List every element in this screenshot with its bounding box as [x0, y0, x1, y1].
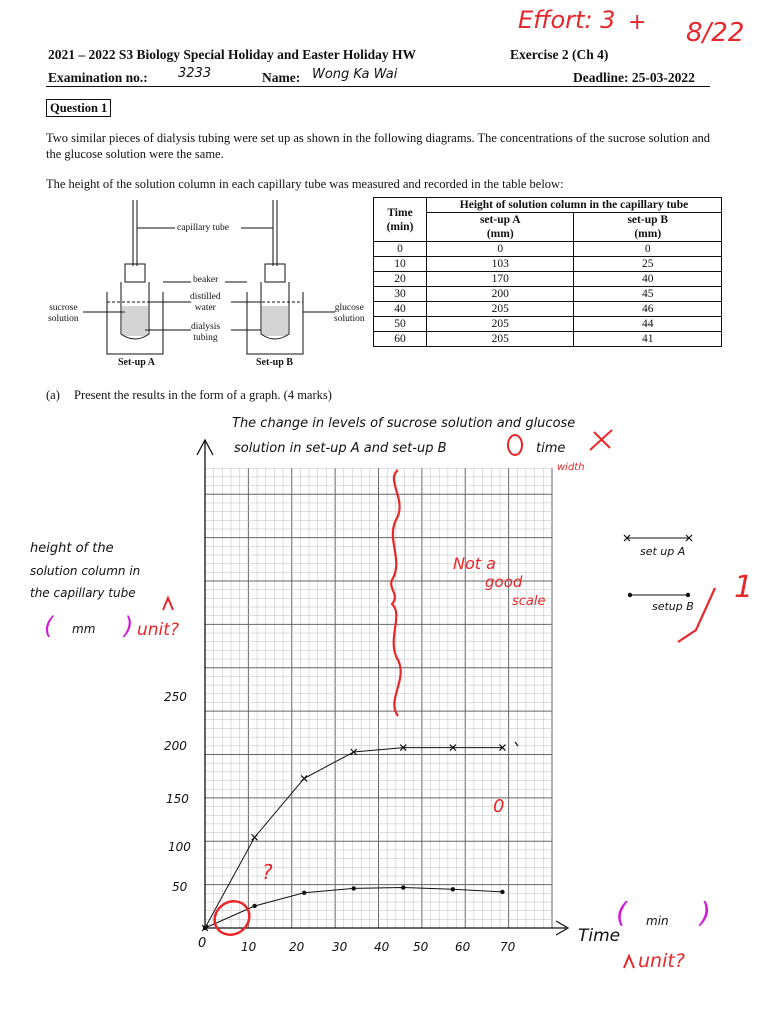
graph-paper-grid	[205, 468, 552, 928]
table-cell: 205	[427, 317, 574, 332]
label-sucrose-2: solution	[48, 314, 79, 324]
data-point-b	[451, 887, 455, 891]
title-circle	[508, 435, 522, 455]
scale-comment-3: scale	[512, 594, 546, 609]
series-line-a	[205, 748, 505, 928]
table-cell: 40	[574, 272, 722, 287]
x-unit-open: (	[616, 896, 627, 929]
y-label-1: height of the	[30, 541, 114, 556]
data-point-b	[500, 890, 504, 894]
y-unit-caret	[163, 598, 173, 610]
table-cell: 45	[574, 287, 722, 302]
table-cell: 205	[427, 332, 574, 347]
question-mark: ?	[262, 860, 273, 884]
label-setup-a: Set-up A	[118, 357, 155, 368]
question-title: Question 1	[46, 99, 111, 117]
data-point-a	[252, 834, 258, 840]
x-unit: min	[646, 914, 669, 928]
question-paragraph-1: Two similar pieces of dialysis tubing were set up as shown in the following diagrams. The concentrations of the sucrose solution and the glucose solution were the same.	[46, 131, 711, 161]
label-dialysis-2: tubing	[193, 333, 218, 343]
y-tick-150: 150	[166, 792, 189, 806]
deadline: Deadline: 25-03-2022	[573, 70, 695, 85]
x-tick-30: 30	[332, 940, 348, 954]
part-a-letter: (a)	[46, 388, 60, 402]
y-label-2: solution column in	[30, 564, 141, 578]
label-sucrose-1: sucrose	[49, 303, 78, 313]
label-distilled-1: distilled	[190, 292, 221, 302]
table-cell: 40	[374, 302, 427, 317]
table-cell: 0	[574, 242, 722, 257]
data-point-b	[252, 904, 256, 908]
scale-comment-1: Not a	[453, 554, 496, 573]
th-time-1: Time	[387, 206, 413, 219]
label-capillary: capillary tube	[177, 223, 229, 233]
th-time-2: (min)	[386, 220, 414, 233]
label-dialysis-1: dialysis	[191, 322, 221, 332]
graph-title-2: solution in set-up A and set-up B	[234, 441, 447, 456]
table-cell: 10	[374, 257, 427, 272]
y-tick-250: 250	[164, 690, 187, 704]
th-setup-b-1: set-up B	[627, 214, 669, 226]
x-tick-50: 50	[413, 940, 429, 954]
y-tick-50: 50	[172, 880, 188, 894]
part-a-text: Present the results in the form of a graph. (4 marks)	[74, 388, 332, 402]
th-setup-a-1: set-up A	[479, 214, 521, 226]
label-glucose-2: solution	[334, 314, 365, 324]
y-tick-200: 200	[164, 739, 187, 753]
table-cell: 44	[574, 317, 722, 332]
graph-title-3: time	[536, 441, 566, 456]
effort-mark: Effort: 3	[518, 6, 616, 34]
name-value: Wong Ka Wai	[312, 67, 398, 82]
table-cell: 20	[374, 272, 427, 287]
x-tick-40: 40	[374, 940, 390, 954]
th-setup-b-2: (mm)	[634, 228, 662, 240]
table-cell: 41	[574, 332, 722, 347]
x-unit-caret	[624, 956, 634, 968]
y-unit-question: unit?	[137, 620, 179, 640]
table-cell: 60	[374, 332, 427, 347]
plus-mark: +	[628, 10, 647, 35]
x-tick-10: 10	[241, 940, 257, 954]
x-unit-close: )	[700, 896, 711, 929]
legend-b-label: setup B	[652, 600, 694, 613]
table-cell: 50	[374, 317, 427, 332]
graph-axes	[197, 440, 568, 935]
legend-a-label: set up A	[640, 545, 686, 558]
exam-label: Examination no.:	[48, 70, 148, 85]
legend-score-mark: 1	[734, 570, 754, 605]
label-distilled-2: water	[194, 303, 216, 313]
table-cell: 103	[427, 257, 574, 272]
data-point-b	[302, 891, 306, 895]
name-label: Name:	[262, 70, 301, 85]
legend-b-marker-left	[628, 593, 632, 597]
zero-mark: 0	[493, 796, 505, 817]
exercise-label: Exercise 2 (Ch 4)	[510, 47, 609, 62]
table-cell: 25	[574, 257, 722, 272]
data-point-b	[401, 885, 405, 889]
data-point-b	[352, 886, 356, 890]
table-cell: 200	[427, 287, 574, 302]
table-cell: 170	[427, 272, 574, 287]
x-tick-0: 0	[198, 936, 207, 951]
table-cell: 205	[427, 302, 574, 317]
y-tick-100: 100	[168, 840, 191, 854]
th-height: Height of solution column in the capillary tube	[427, 198, 722, 213]
label-beaker: beaker	[193, 275, 219, 285]
exam-value: 3233	[178, 66, 212, 81]
course-title: 2021 – 2022 S3 Biology Special Holiday and Easter Holiday HW	[48, 47, 417, 62]
table-cell: 0	[427, 242, 574, 257]
x-label: Time	[578, 926, 621, 946]
title-cross	[590, 430, 612, 450]
label-glucose-1: glucose	[334, 303, 364, 313]
graph-title-1: The change in levels of sucrose solution and glucose	[232, 416, 576, 431]
question-paragraph-2: The height of the solution column in each capillary tube was measured and recorded in the table below:	[46, 177, 564, 191]
label-setup-b: Set-up B	[256, 357, 293, 368]
score-mark: 8/22	[686, 18, 745, 48]
th-setup-a-2: (mm)	[486, 228, 514, 240]
y-label-3: the capillary tube	[30, 586, 136, 600]
scale-comment-2: good	[485, 573, 523, 591]
data-point-b	[203, 926, 207, 930]
legend-b-marker-right	[686, 593, 690, 597]
x-unit-question: unit?	[638, 950, 685, 972]
table-cell: 0	[374, 242, 427, 257]
width-mark: width	[557, 462, 585, 473]
y-unit: mm	[72, 622, 96, 636]
table-cell: 46	[574, 302, 722, 317]
y-unit-close: )	[124, 612, 134, 640]
table-cell: 30	[374, 287, 427, 302]
legend-tick	[678, 588, 715, 642]
x-tick-70: 70	[500, 940, 516, 954]
graph-series	[202, 535, 692, 931]
x-tick-60: 60	[455, 940, 471, 954]
x-tick-20: 20	[289, 940, 305, 954]
y-unit-open: (	[44, 612, 54, 640]
